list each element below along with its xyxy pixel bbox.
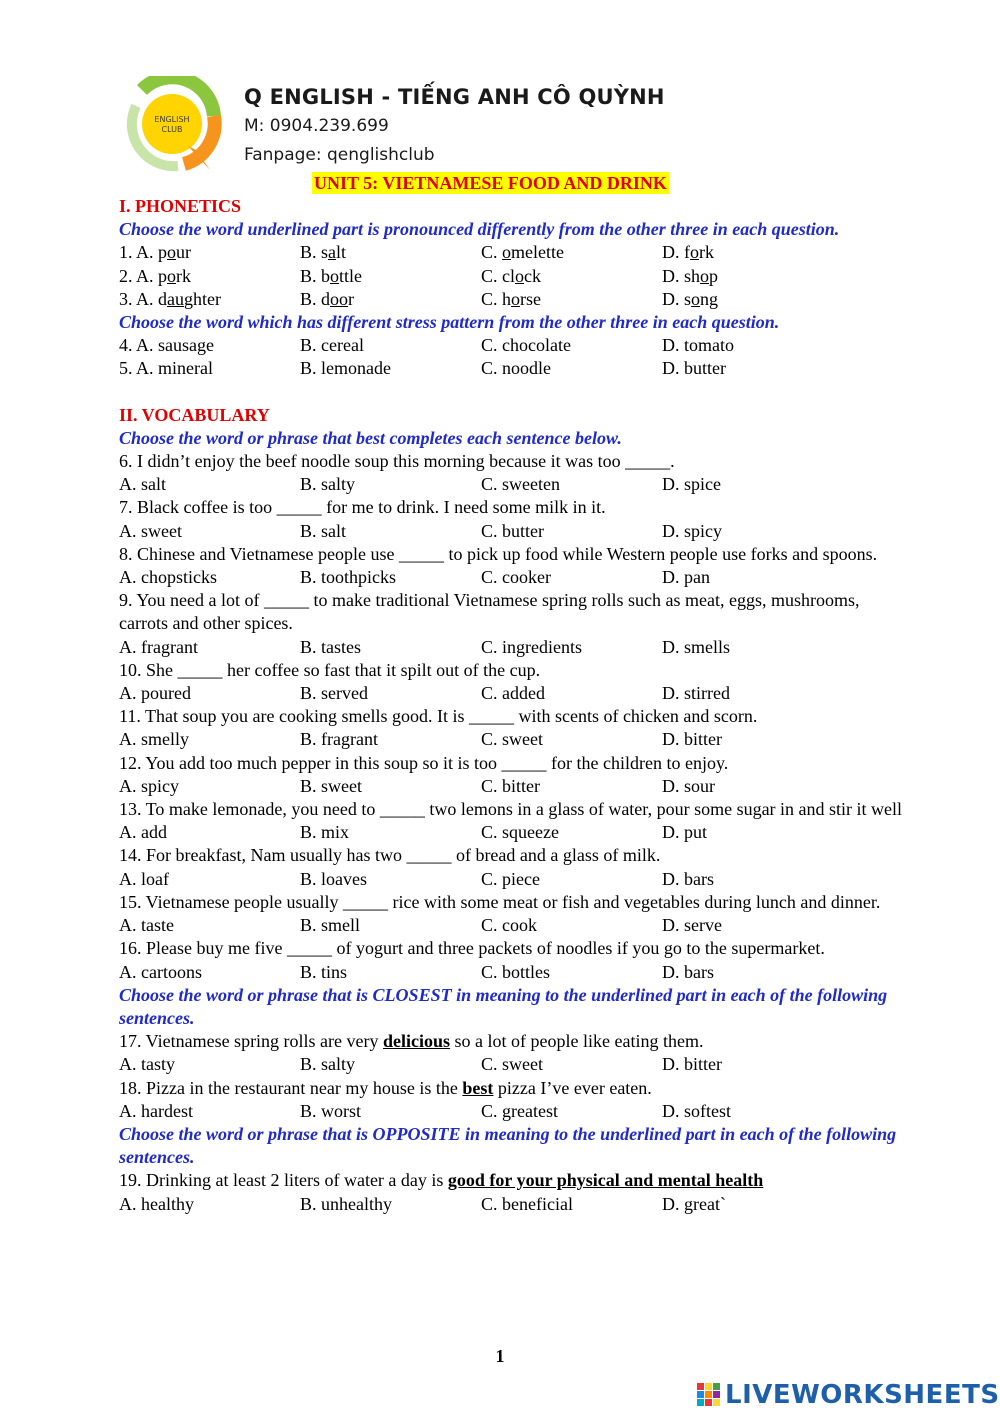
answer-option: D. pan — [662, 567, 710, 588]
option-text: 1. A. p — [119, 242, 168, 263]
option-row — [119, 1193, 909, 1216]
answer-option — [119, 288, 300, 311]
question-part: 18. Pizza in the restaurant near my house is the — [119, 1077, 463, 1098]
option-text: r — [348, 288, 355, 309]
option-text: ur — [176, 242, 192, 263]
answer-option: B. sweet — [300, 775, 362, 796]
option-text: D. sh — [662, 265, 701, 286]
underlined-phrase: good for your physical and mental health — [447, 1170, 764, 1191]
answer-option — [481, 288, 662, 311]
answer-option — [119, 241, 300, 264]
option-row — [119, 334, 909, 357]
answer-option: A. fragrant — [119, 636, 198, 657]
answer-option: D. sour — [662, 775, 715, 796]
underlined-part: o — [691, 288, 701, 309]
instruction-pronunciation: Choose the word underlined part is pronounced differently from the other three in each question. — [119, 219, 840, 240]
fanpage: Fanpage: qenglishclub — [244, 145, 435, 165]
question-text: 8. Chinese and Vietnamese people use _____ to pick up food while Western people use forks and spoons. — [119, 543, 878, 564]
answer-option: A. salt — [119, 474, 166, 495]
answer-option: B. tastes — [300, 636, 361, 657]
answer-option — [662, 241, 862, 264]
answer-option: D. stirred — [662, 683, 730, 704]
answer-option: D. spice — [662, 474, 721, 495]
answer-option: A. healthy — [119, 1193, 194, 1214]
question-text: 16. Please buy me five _____ of yogurt and three packets of noodles if you go to the supermarket. — [119, 938, 825, 959]
option-text: D. f — [662, 242, 690, 263]
question-text: 6. I didn’t enjoy the beef noodle soup this morning because it was too _____. — [119, 451, 675, 472]
answer-option: B. cereal — [300, 335, 364, 356]
answer-option: B. salty — [300, 474, 356, 495]
option-text: lt — [336, 242, 347, 263]
answer-option: C. butter — [481, 520, 544, 541]
answer-option: C. sweet — [481, 729, 543, 750]
answer-option — [481, 241, 662, 264]
answer-option: 4. A. sausage — [119, 335, 214, 356]
answer-option: C. squeeze — [481, 822, 559, 843]
option-text: B. b — [300, 265, 331, 286]
answer-option: A. loaf — [119, 868, 169, 889]
answer-option: B. loaves — [300, 868, 367, 889]
liveworksheets-watermark — [697, 1380, 1000, 1410]
option-row — [119, 288, 909, 311]
option-text: C. — [481, 242, 503, 263]
answer-option: A. cartoons — [119, 961, 202, 982]
answer-option: B. salt — [300, 520, 347, 541]
question-text: 14. For breakfast, Nam usually has two _____ of bread and a glass of milk. — [119, 845, 661, 866]
question-text: 13. To make lemonade, you need to _____ two lemons in a glass of water, pour some sugar in and stir it well — [119, 799, 903, 820]
answer-option: A. sweet — [119, 520, 182, 541]
option-row — [119, 241, 909, 264]
underlined-part: oo — [330, 288, 349, 309]
answer-option: B. tins — [300, 961, 348, 982]
unit-title: UNIT 5: VIETNAMESE FOOD AND DRINK — [314, 173, 667, 193]
underlined-phrase: delicious — [383, 1031, 451, 1052]
answer-option: D. spicy — [662, 520, 722, 541]
answer-option: C. greatest — [481, 1100, 558, 1121]
answer-option: C. cooker — [481, 567, 551, 588]
answer-option — [662, 288, 862, 311]
question-part: 17. Vietnamese spring rolls are very — [119, 1031, 384, 1052]
answer-option: D. bitter — [662, 729, 722, 750]
option-row — [119, 566, 909, 589]
answer-option: B. lemonade — [300, 358, 391, 379]
option-text: rk — [176, 265, 192, 286]
answer-option: D. bars — [662, 868, 714, 889]
underlined-part: o — [690, 242, 699, 263]
option-row — [119, 1053, 909, 1076]
answer-option: D. tomato — [662, 335, 734, 356]
school-name: Q ENGLISH - TIẾNG ANH CÔ QUỲNH — [244, 85, 665, 109]
option-row — [119, 775, 909, 798]
option-text: p — [709, 265, 719, 286]
option-text: B. d — [300, 288, 331, 309]
answer-option: A. taste — [119, 915, 174, 936]
watermark-text: LIVEWORKSHEETS — [725, 1380, 1000, 1410]
option-row — [119, 1100, 909, 1123]
liveworksheets-logo-icon — [697, 1383, 721, 1407]
answer-option: D. bars — [662, 961, 714, 982]
phone-number: M: 0904.239.699 — [244, 116, 389, 136]
answer-option: A. chopsticks — [119, 567, 217, 588]
instruction-stress: Choose the word which has different stress pattern from the other three in each question. — [119, 312, 780, 333]
answer-option: D. smells — [662, 636, 731, 657]
option-text: ng — [700, 288, 719, 309]
answer-option: C. cook — [481, 915, 537, 936]
option-row — [119, 961, 909, 984]
answer-option: B. toothpicks — [300, 567, 397, 588]
question-text: 15. Vietnamese people usually _____ rice with some meat or fish and vegetables during lunch and dinner. — [119, 891, 881, 912]
answer-option: D. bitter — [662, 1054, 722, 1075]
answer-option: B. salty — [300, 1054, 356, 1075]
question-part: so a lot of people like eating them. — [450, 1031, 704, 1052]
answer-option: D. great` — [662, 1193, 726, 1214]
svg-text:ENGLISH: ENGLISH — [154, 115, 190, 124]
answer-option: B. mix — [300, 822, 350, 843]
underlined-part: o — [167, 265, 177, 286]
instruction-closest: Choose the word or phrase that is CLOSEST in meaning to the underlined part in each of the following sentences. — [119, 984, 888, 1028]
option-row — [119, 821, 909, 844]
underlined-part: o — [515, 265, 524, 286]
option-row — [119, 357, 909, 380]
option-row — [119, 636, 909, 659]
underlined-part: o — [511, 288, 521, 309]
option-text: melette — [511, 242, 564, 263]
question-text — [119, 1077, 909, 1100]
answer-option: D. put — [662, 822, 707, 843]
answer-option: 5. A. mineral — [119, 358, 213, 379]
answer-option — [481, 265, 662, 288]
answer-option: C. sweet — [481, 1054, 543, 1075]
option-text: B. s — [300, 242, 329, 263]
header-info — [244, 82, 665, 170]
answer-option: A. poured — [119, 683, 191, 704]
answer-option: C. chocolate — [481, 335, 571, 356]
answer-option — [119, 265, 300, 288]
option-text: ghter — [184, 288, 221, 309]
answer-option: B. smell — [300, 915, 361, 936]
question-text: 10. She _____ her coffee so fast that it spilt out of the cup. — [119, 659, 541, 680]
english-club-logo — [122, 76, 232, 174]
underlined-part: o — [330, 265, 340, 286]
option-text: ck — [524, 265, 541, 286]
answer-option: C. beneficial — [481, 1193, 573, 1214]
option-row — [119, 265, 909, 288]
question-part: 19. Drinking at least 2 liters of water a day is — [119, 1170, 448, 1191]
answer-option: B. fragrant — [300, 729, 378, 750]
question-text: 12. You add too much pepper in this soup so it is too _____ for the children to enjoy. — [119, 752, 729, 773]
answer-option: C. piece — [481, 868, 540, 889]
answer-option: C. noodle — [481, 358, 551, 379]
underlined-phrase: best — [462, 1077, 494, 1098]
answer-option: A. spicy — [119, 775, 179, 796]
instruction-opposite: Choose the word or phrase that is OPPOSITE in meaning to the underlined part in each of the following sentences. — [119, 1123, 897, 1168]
option-text: C. cl — [481, 265, 515, 286]
question-text: 11. That soup you are cooking smells good. It is _____ with scents of chicken and scorn. — [119, 706, 758, 727]
answer-option — [300, 288, 481, 311]
answer-option: D. softest — [662, 1100, 731, 1121]
answer-option — [300, 265, 481, 288]
question-text — [119, 1030, 909, 1053]
answer-option — [300, 241, 481, 264]
answer-option: B. served — [300, 683, 368, 704]
instruction-complete: Choose the word or phrase that best completes each sentence below. — [119, 427, 622, 448]
answer-option: C. ingredients — [481, 636, 582, 657]
svg-text:CLUB: CLUB — [161, 125, 183, 134]
option-text: rk — [699, 242, 714, 263]
answer-option: C. bottles — [481, 961, 551, 982]
option-row — [119, 682, 909, 705]
option-text: 2. A. p — [119, 265, 168, 286]
underlined-part: o — [700, 265, 710, 286]
underlined-part: o — [167, 242, 177, 263]
section-heading-phonetics: I. PHONETICS — [119, 196, 242, 216]
question-part: pizza I’ve ever eaten. — [493, 1077, 652, 1098]
option-text: ttle — [339, 265, 363, 286]
option-row — [119, 914, 909, 937]
section-heading-vocabulary: II. VOCABULARY — [119, 404, 270, 425]
answer-option: C. added — [481, 683, 545, 704]
underlined-part: a — [328, 242, 337, 263]
question-text: 7. Black coffee is too _____ for me to drink. I need some milk in it. — [119, 497, 606, 518]
option-text: 3. A. d — [119, 288, 168, 309]
page-number: 1 — [495, 1346, 505, 1366]
option-row — [119, 520, 909, 543]
answer-option: B. unhealthy — [300, 1193, 392, 1214]
answer-option: A. tasty — [119, 1054, 175, 1075]
answer-option: D. butter — [662, 358, 726, 379]
answer-option: B. worst — [300, 1100, 362, 1121]
answer-option: A. add — [119, 822, 167, 843]
answer-option — [662, 265, 862, 288]
option-text: C. h — [481, 288, 512, 309]
option-row — [119, 868, 909, 891]
answer-option: C. sweeten — [481, 474, 560, 495]
option-row — [119, 728, 909, 751]
answer-option: A. smelly — [119, 729, 189, 750]
option-row — [119, 473, 909, 496]
answer-option: D. serve — [662, 915, 722, 936]
answer-option: A. hardest — [119, 1100, 193, 1121]
underlined-part: o — [502, 242, 512, 263]
option-text: D. s — [662, 288, 692, 309]
option-text: rse — [520, 288, 542, 309]
question-text: 9. You need a lot of _____ to make traditional Vietnamese spring rolls such as meat, eggs, mushrooms, carrots and other spices. — [119, 590, 860, 634]
question-text — [119, 1169, 909, 1192]
underlined-part: au — [167, 288, 185, 309]
worksheet-content — [119, 195, 909, 1216]
answer-option: C. bitter — [481, 775, 540, 796]
